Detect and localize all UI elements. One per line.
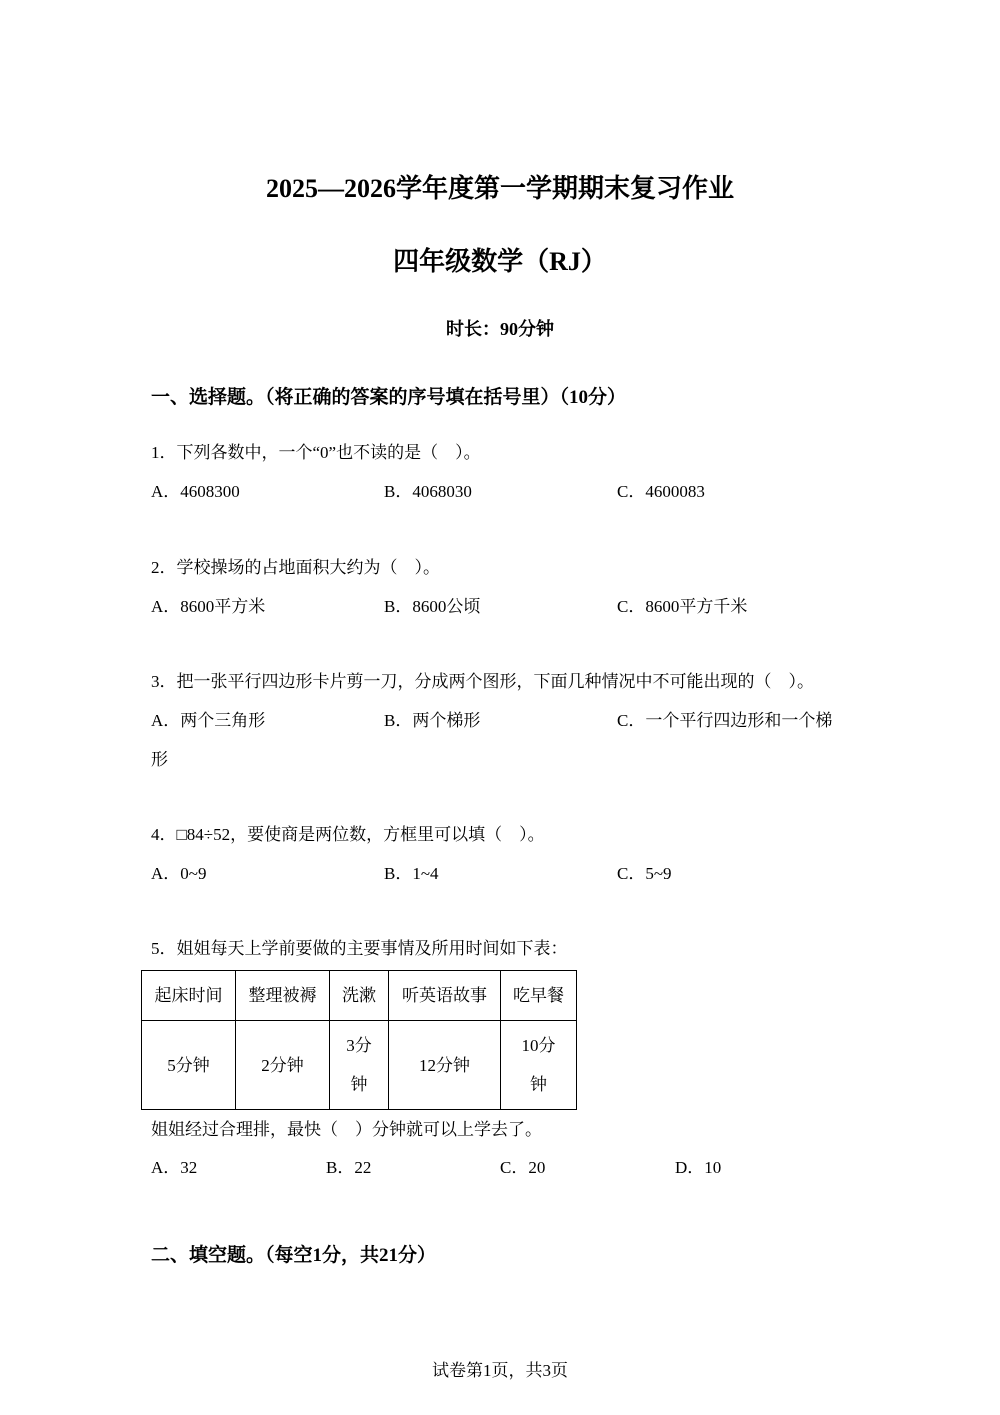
table-value-text: 10分钟 [521,1036,556,1094]
table-header-cell: 整理被褥 [236,971,330,1021]
q3-option-a: A．两个三角形 [151,711,266,730]
question-5-followup: 姐姐经过合理排，最快（ ）分钟就可以上学去了。 [151,1120,542,1139]
question-1: 1．下列各数中，一个“0”也不读的是（ ）。 [151,443,481,462]
question-2: 2．学校操场的占地面积大约为（ ）。 [151,558,440,577]
q5-option-c: C．20 [500,1158,546,1177]
section-1-heading: 一、选择题。（将正确的答案的序号填在括号里）（10分） [151,387,627,408]
question-4: 4．□84÷52，要使商是两位数，方框里可以填（ ）。 [151,825,545,844]
q5-option-b: B．22 [326,1158,372,1177]
table-value-cell: 2分钟 [236,1021,330,1110]
table-value-text: 3分钟 [346,1036,372,1094]
q3-option-c-wrap: 形 [151,750,168,769]
q1-option-b: B．4068030 [384,482,472,501]
schedule-table [141,970,577,1110]
q3-option-c: C．一个平行四边形和一个梯 [617,711,833,730]
q2-option-b: B．8600公顷 [384,597,481,616]
table-value-row [142,1021,577,1110]
table-value-cell [501,1021,577,1110]
exam-title: 2025—2026学年度第一学期期末复习作业 [265,174,734,203]
table-value-cell: 12分钟 [389,1021,501,1110]
exam-duration: 时长：90分钟 [446,319,554,339]
q4-option-a: A．0~9 [151,864,207,883]
q4-option-c: C．5~9 [617,864,672,883]
table-value-cell [330,1021,389,1110]
table-header-cell: 吃早餐 [501,971,577,1021]
table-header-cell: 听英语故事 [389,971,501,1021]
q3-option-b: B．两个梯形 [384,711,481,730]
table-header-cell: 起床时间 [142,971,236,1021]
table-header-cell: 洗漱 [330,971,389,1021]
section-2-heading: 二、填空题。（每空1分，共21分） [151,1245,437,1266]
table-value-cell: 5分钟 [142,1021,236,1110]
question-3: 3．把一张平行四边形卡片剪一刀，分成两个图形，下面几种情况中不可能出现的（ ）。 [151,672,814,691]
q2-option-c: C．8600平方千米 [617,597,748,616]
q5-option-a: A．32 [151,1158,198,1177]
q5-option-d: D．10 [675,1158,722,1177]
page-footer: 试卷第1页，共3页 [432,1361,568,1380]
q1-option-a: A．4608300 [151,482,240,501]
question-5: 5．姐姐每天上学前要做的主要事情及所用时间如下表： [151,939,568,958]
table-header-row [142,971,577,1021]
exam-subtitle: 四年级数学（RJ） [393,247,607,276]
q4-option-b: B．1~4 [384,864,439,883]
q2-option-a: A．8600平方米 [151,597,266,616]
q1-option-c: C．4600083 [617,482,705,501]
